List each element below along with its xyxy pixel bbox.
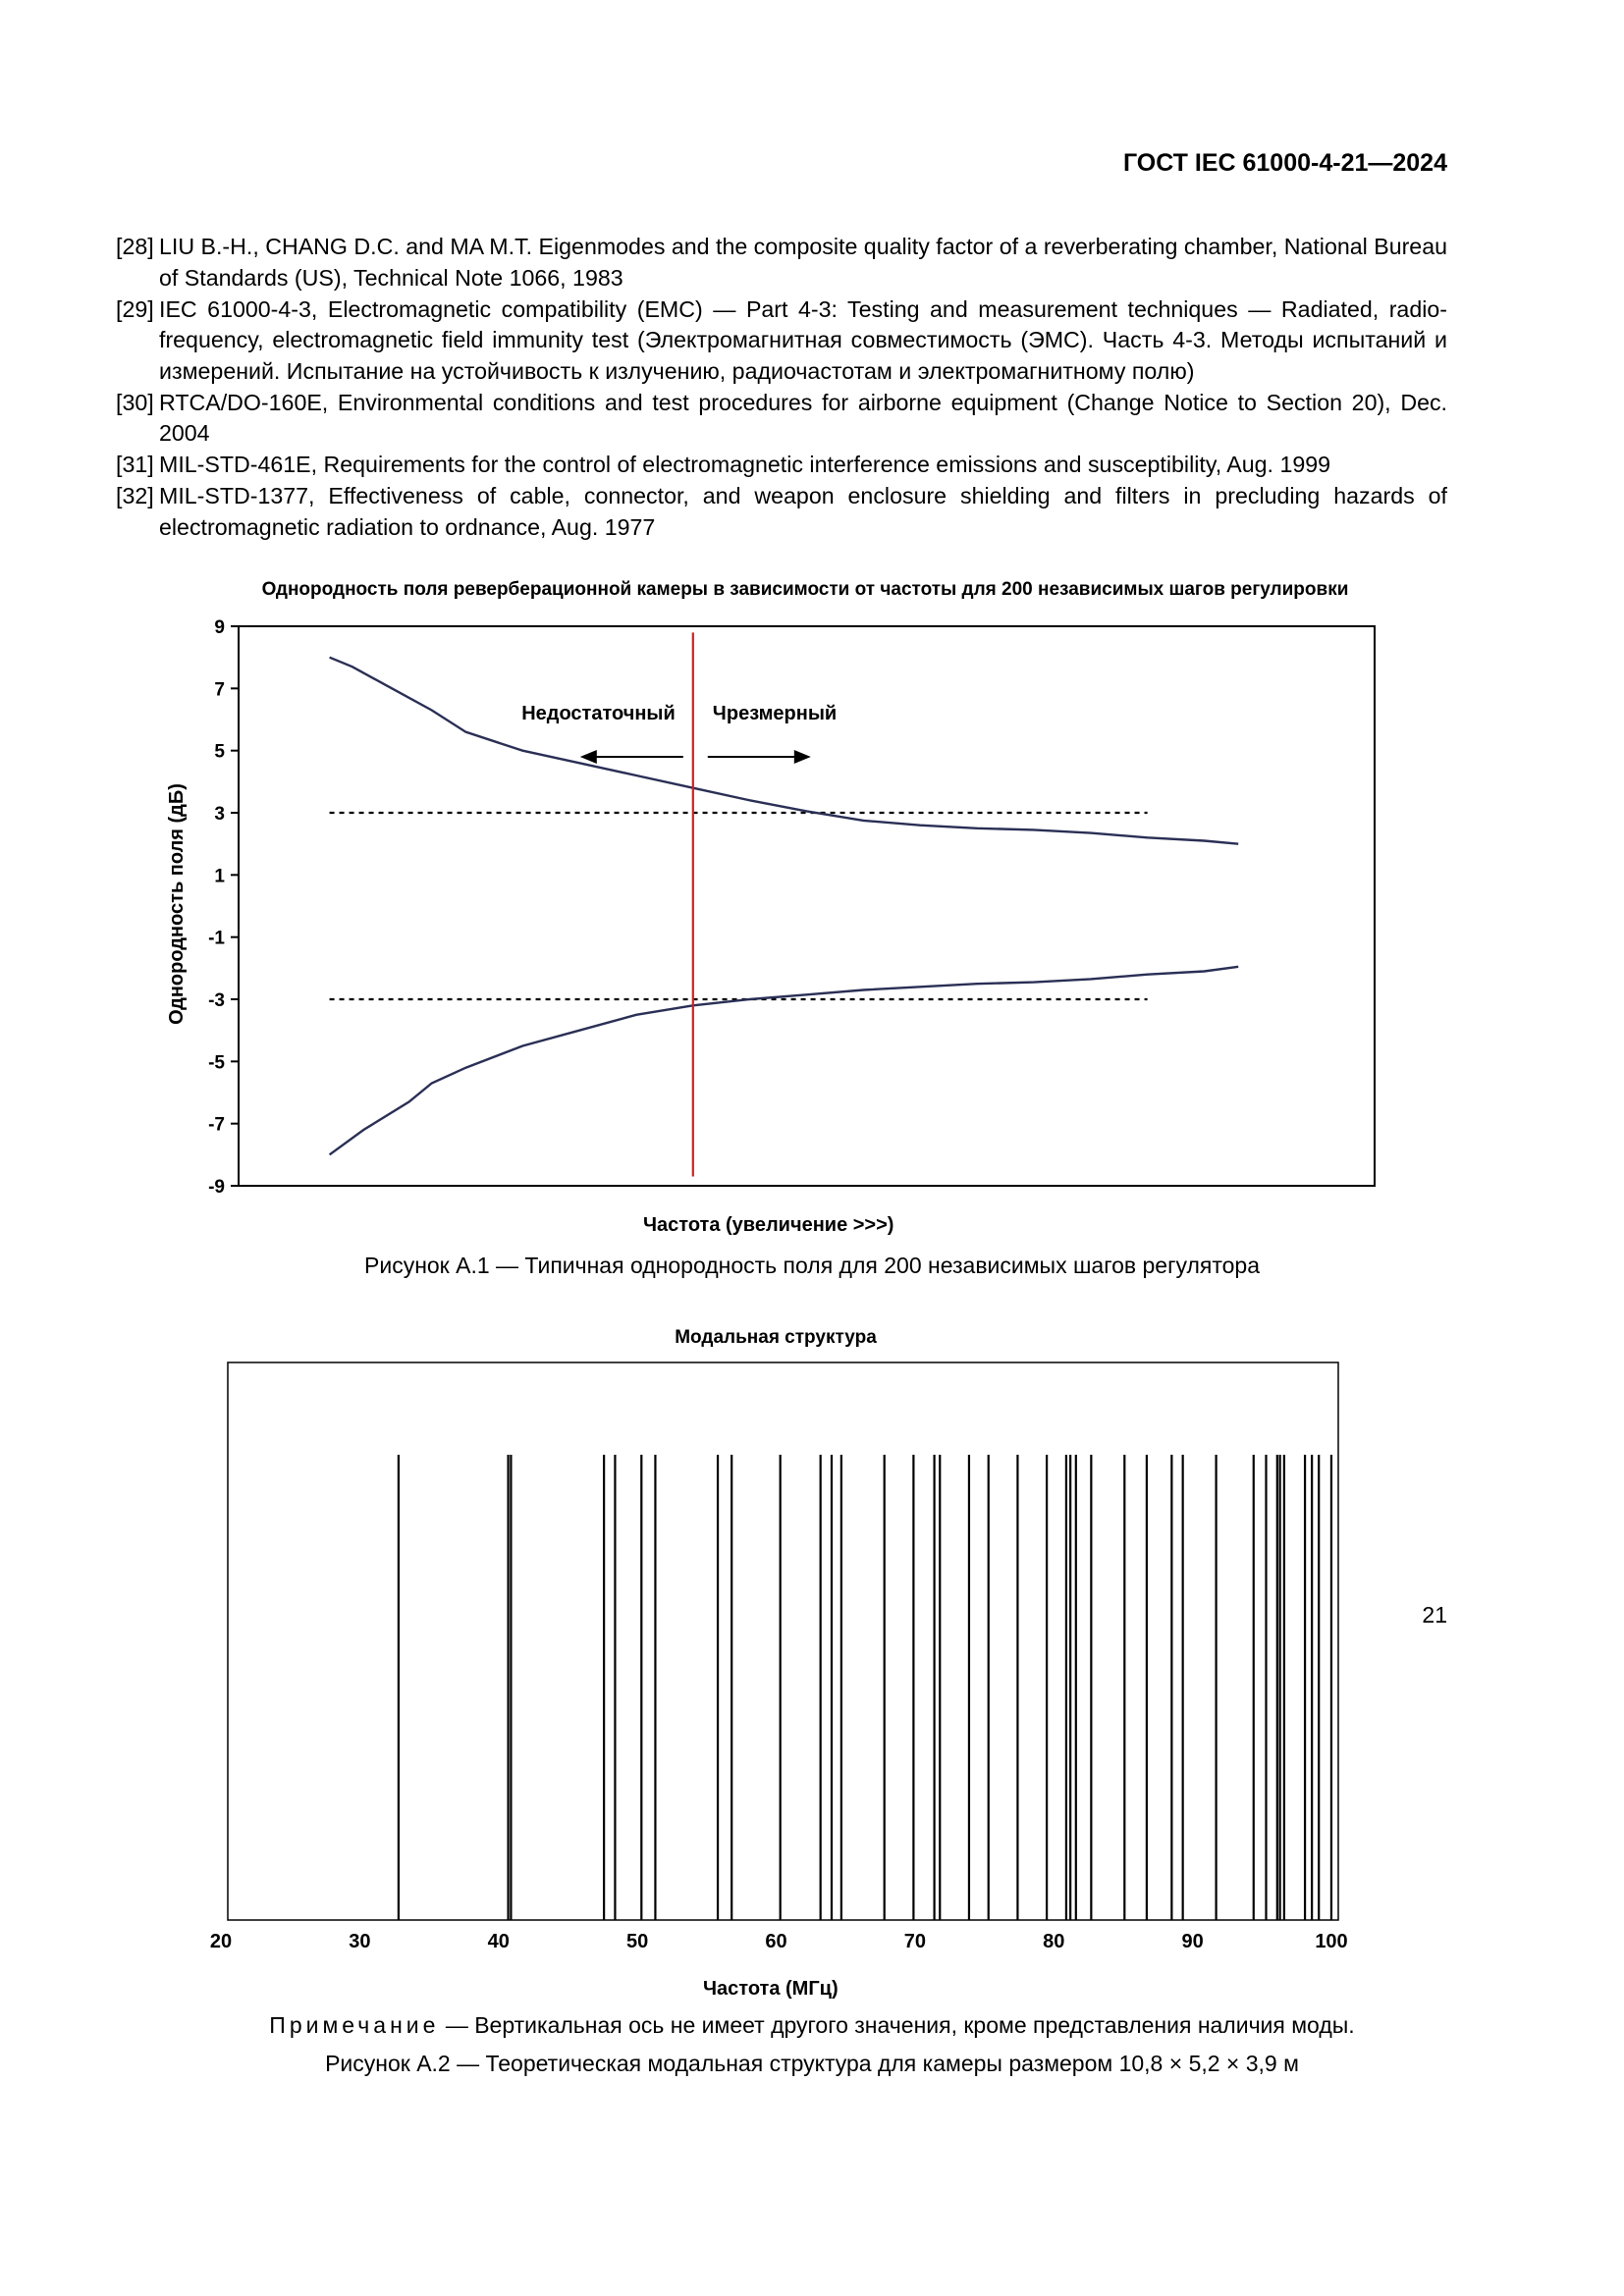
reference-number: [32] bbox=[116, 483, 154, 508]
chart1-y-tick-label: -7 bbox=[208, 1114, 225, 1136]
chart2-x-tick-label: 40 bbox=[487, 1931, 510, 1952]
chart1-y-tick-label: -3 bbox=[208, 990, 225, 1011]
reference-text: MIL-STD-461E, Requirements for the control of electromagnetic interference emissions and susceptibility, Aug. 1999 bbox=[159, 452, 1331, 477]
chart1-title: Однородность поля реверберационной камеры в зависимости от частоты для 200 независимых шагов регулировки bbox=[261, 579, 1349, 600]
note-text: — Вертикальная ось не имеет другого значения, кроме представления наличия моды. bbox=[439, 2012, 1355, 2038]
reference-text: IEC 61000-4-3, Electromagnetic compatibility (EMC) — Part 4-3: Testing and measurement techniques — Radiated, radio-frequency, electromagnetic field immunity test (Электромагнитная совместимость (ЭМС). Часть 4-3. Методы испытаний и измерений. Испытание на устойчивость к излучению, радиочастотам и электромагнитному полю) bbox=[159, 295, 1447, 384]
reference-text: MIL-STD-1377, Effectiveness of cable, connector, and weapon enclosure shielding and filters in precluding hazards of electromagnetic radiation to ordnance, Aug. 1977 bbox=[159, 483, 1447, 540]
chart2-xlabel: Частота (МГц) bbox=[703, 1978, 839, 2000]
page-number: 21 bbox=[1422, 1602, 1447, 1628]
chart1-y-tick-label: 9 bbox=[214, 617, 225, 638]
figure2-caption: Рисунок А.2 — Теоретическая модальная структура для камеры размером 10,8 × 5,2 × 3,9 м bbox=[325, 2051, 1299, 2076]
reference-number: [28] bbox=[116, 234, 154, 259]
reference-number: [29] bbox=[116, 295, 154, 322]
chart2-title: Модальная структура bbox=[675, 1327, 877, 1348]
chart1-y-tick-label: -9 bbox=[208, 1177, 225, 1198]
chart1-ylabel: Однородность поля (дБ) bbox=[166, 783, 188, 1025]
note-prefix: Примечание bbox=[269, 2012, 440, 2038]
chart2-x-tick-label: 30 bbox=[349, 1931, 371, 1952]
chart1-y-tick-label: 3 bbox=[214, 804, 225, 825]
chart1-y-tick-label: 7 bbox=[214, 679, 225, 701]
figure1-caption: Рисунок А.1 — Типичная однородность поля для 200 независимых шагов регулятора bbox=[364, 1253, 1260, 1278]
reference-text: RTCA/DO-160E, Environmental conditions and test procedures for airborne equipment (Change Notice to Section 20), Dec. 2004 bbox=[159, 389, 1447, 446]
chart2-x-tick-label: 80 bbox=[1043, 1931, 1065, 1952]
reference-number: [31] bbox=[116, 452, 154, 477]
chart2-x-tick-label: 50 bbox=[626, 1931, 649, 1952]
chart2-x-tick-label: 100 bbox=[1315, 1931, 1348, 1952]
reference-text: LIU B.-H., CHANG D.C. and MA M.T. Eigenmodes and the composite quality factor of a reverberating chamber, National Bureau of Standards (US), Technical Note 1066, 1983 bbox=[159, 234, 1447, 291]
chart1-y-tick-label: 5 bbox=[214, 741, 225, 763]
chart1-annotation-insufficient: Недостаточный bbox=[521, 703, 676, 724]
chart2-x-tick-label: 60 bbox=[765, 1931, 787, 1952]
chart1-y-tick-label: 1 bbox=[214, 866, 225, 887]
chart1-y-tick-label: -1 bbox=[208, 928, 225, 949]
chart2-x-tick-label: 70 bbox=[903, 1931, 926, 1952]
chart2-x-tick-label: 90 bbox=[1181, 1931, 1204, 1952]
chart2-x-tick-label: 20 bbox=[209, 1931, 233, 1952]
chart1-y-tick-label: -5 bbox=[208, 1052, 225, 1074]
standard-header: ГОСТ IEC 61000-4-21—2024 bbox=[1122, 149, 1447, 177]
figure2-note bbox=[0, 2012, 1624, 2039]
chart1-xlabel: Частота (увеличение >>>) bbox=[643, 1214, 894, 1236]
reference-number: [30] bbox=[116, 389, 154, 415]
chart1-annotation-excessive: Чрезмерный bbox=[712, 703, 838, 724]
